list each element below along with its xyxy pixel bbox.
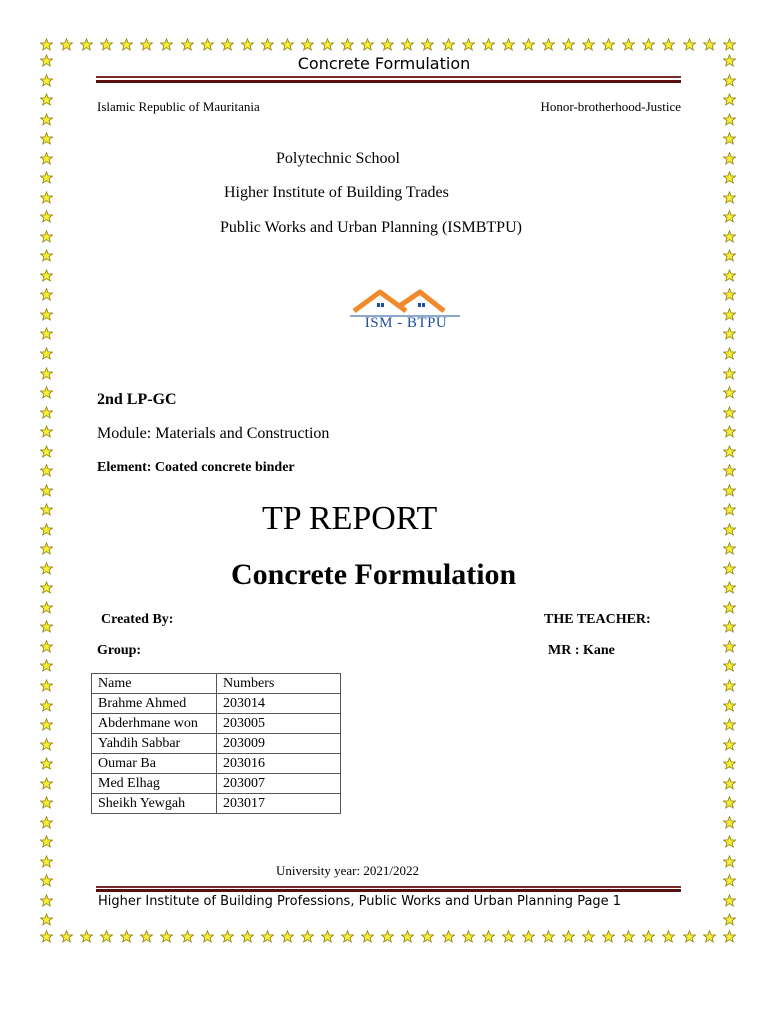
report-title: Concrete Formulation xyxy=(231,558,517,591)
created-by-label: Created By: xyxy=(101,612,174,627)
star-icon xyxy=(221,930,234,943)
star-icon xyxy=(341,930,354,943)
course-level: 2nd LP-GC xyxy=(97,391,177,408)
report-type: TP REPORT xyxy=(262,500,438,537)
star-icon xyxy=(60,930,73,943)
star-icon xyxy=(40,38,53,51)
star-icon xyxy=(683,38,696,51)
star-icon xyxy=(40,777,53,790)
star-icon xyxy=(723,640,736,653)
star-icon xyxy=(40,249,53,262)
star-icon xyxy=(40,367,53,380)
star-icon xyxy=(40,581,53,594)
star-icon xyxy=(321,38,334,51)
table-header-name: Name xyxy=(92,674,217,694)
star-icon xyxy=(100,930,113,943)
star-icon xyxy=(40,659,53,672)
star-border-left xyxy=(40,54,53,927)
star-icon xyxy=(241,930,254,943)
table-row xyxy=(92,694,341,714)
star-icon xyxy=(40,562,53,575)
member-name: Med Elhag xyxy=(92,774,217,794)
star-icon xyxy=(482,930,495,943)
member-number: 203014 xyxy=(217,694,341,714)
star-icon xyxy=(80,38,93,51)
star-icon xyxy=(723,327,736,340)
star-icon xyxy=(40,523,53,536)
star-icon xyxy=(723,757,736,770)
star-icon xyxy=(321,930,334,943)
table-header-numbers: Numbers xyxy=(217,674,341,694)
star-icon xyxy=(522,930,535,943)
star-icon xyxy=(723,699,736,712)
star-icon xyxy=(723,406,736,419)
star-icon xyxy=(120,930,133,943)
member-number: 203016 xyxy=(217,754,341,774)
star-icon xyxy=(622,930,635,943)
star-icon xyxy=(482,38,495,51)
star-icon xyxy=(723,562,736,575)
course-element: Element: Coated concrete binder xyxy=(97,460,295,475)
teacher-label: THE TEACHER: xyxy=(544,612,651,627)
star-icon xyxy=(341,38,354,51)
logo-text: ISM - BTPU xyxy=(364,315,448,331)
star-icon xyxy=(642,930,655,943)
star-icon xyxy=(60,38,73,51)
star-icon xyxy=(582,930,595,943)
star-icon xyxy=(261,930,274,943)
star-icon xyxy=(381,38,394,51)
star-icon xyxy=(723,347,736,360)
star-icon xyxy=(40,327,53,340)
country-name: Islamic Republic of Mauritania xyxy=(97,99,260,114)
star-icon xyxy=(40,484,53,497)
star-icon xyxy=(261,38,274,51)
member-number: 203009 xyxy=(217,734,341,754)
star-icon xyxy=(40,445,53,458)
star-icon xyxy=(40,210,53,223)
star-icon xyxy=(40,93,53,106)
star-icon xyxy=(160,930,173,943)
star-icon xyxy=(401,930,414,943)
star-icon xyxy=(462,38,475,51)
star-icon xyxy=(40,874,53,887)
star-icon xyxy=(723,113,736,126)
star-icon xyxy=(723,288,736,301)
star-icon xyxy=(40,796,53,809)
star-icon xyxy=(642,38,655,51)
star-icon xyxy=(40,738,53,751)
star-icon xyxy=(80,930,93,943)
star-icon xyxy=(462,930,475,943)
star-icon xyxy=(40,386,53,399)
star-icon xyxy=(522,38,535,51)
star-icon xyxy=(602,930,615,943)
star-icon xyxy=(723,386,736,399)
star-border-top xyxy=(40,38,736,51)
star-icon xyxy=(120,38,133,51)
star-icon xyxy=(301,38,314,51)
star-icon xyxy=(160,38,173,51)
star-icon xyxy=(40,620,53,633)
star-icon xyxy=(361,38,374,51)
table-header-row xyxy=(92,674,341,694)
member-name: Yahdih Sabbar xyxy=(92,734,217,754)
star-icon xyxy=(442,930,455,943)
star-icon xyxy=(723,445,736,458)
star-icon xyxy=(622,38,635,51)
star-icon xyxy=(562,38,575,51)
star-icon xyxy=(40,406,53,419)
star-icon xyxy=(40,855,53,868)
header-rule-thick xyxy=(96,80,681,83)
star-icon xyxy=(723,777,736,790)
star-border-right xyxy=(723,54,736,927)
member-name: Oumar Ba xyxy=(92,754,217,774)
star-icon xyxy=(201,38,214,51)
star-icon xyxy=(40,757,53,770)
table-row xyxy=(92,794,341,814)
star-icon xyxy=(241,38,254,51)
star-icon xyxy=(40,894,53,907)
star-icon xyxy=(542,930,555,943)
motto: Honor-brotherhood-Justice xyxy=(540,99,681,114)
member-number: 203007 xyxy=(217,774,341,794)
member-number: 203017 xyxy=(217,794,341,814)
star-icon xyxy=(40,230,53,243)
star-icon xyxy=(723,484,736,497)
star-icon xyxy=(40,816,53,829)
table-row xyxy=(92,774,341,794)
star-icon xyxy=(281,38,294,51)
star-icon xyxy=(40,191,53,204)
footer-text: Higher Institute of Building Professions, Public Works and Urban Planning Page 1 xyxy=(98,894,622,909)
star-icon xyxy=(723,249,736,262)
footer-rule-thin xyxy=(96,886,681,888)
star-icon xyxy=(281,930,294,943)
star-icon xyxy=(723,152,736,165)
star-icon xyxy=(723,659,736,672)
institute-department: Public Works and Urban Planning (ISMBTPU) xyxy=(220,219,522,236)
star-icon xyxy=(723,132,736,145)
star-icon xyxy=(703,930,716,943)
star-icon xyxy=(40,913,53,926)
star-icon xyxy=(40,835,53,848)
star-icon xyxy=(40,308,53,321)
star-icon xyxy=(40,718,53,731)
star-icon xyxy=(723,894,736,907)
star-icon xyxy=(723,523,736,536)
star-icon xyxy=(703,38,716,51)
star-icon xyxy=(40,288,53,301)
star-icon xyxy=(723,855,736,868)
star-icon xyxy=(40,74,53,87)
member-name: Brahme Ahmed xyxy=(92,694,217,714)
star-icon xyxy=(662,930,675,943)
star-icon xyxy=(40,679,53,692)
star-icon xyxy=(100,38,113,51)
table-row xyxy=(92,754,341,774)
star-icon xyxy=(140,930,153,943)
star-icon xyxy=(602,38,615,51)
star-icon xyxy=(723,74,736,87)
star-icon xyxy=(40,930,53,943)
school-name: Polytechnic School xyxy=(276,150,400,167)
star-icon xyxy=(442,38,455,51)
star-icon xyxy=(723,796,736,809)
star-icon xyxy=(181,930,194,943)
star-icon xyxy=(723,503,736,516)
star-icon xyxy=(40,113,53,126)
star-icon xyxy=(221,38,234,51)
star-icon xyxy=(723,679,736,692)
header-rule-thin xyxy=(96,76,681,78)
star-icon xyxy=(723,874,736,887)
star-icon xyxy=(723,210,736,223)
star-icon xyxy=(421,930,434,943)
star-icon xyxy=(40,171,53,184)
star-icon xyxy=(421,38,434,51)
star-icon xyxy=(301,930,314,943)
star-icon xyxy=(723,835,736,848)
group-label: Group: xyxy=(97,643,142,658)
member-number: 203005 xyxy=(217,714,341,734)
star-icon xyxy=(723,718,736,731)
star-icon xyxy=(40,425,53,438)
star-icon xyxy=(723,230,736,243)
member-name: Sheikh Yewgah xyxy=(92,794,217,814)
star-icon xyxy=(723,191,736,204)
star-icon xyxy=(723,542,736,555)
star-icon xyxy=(40,347,53,360)
star-icon xyxy=(662,38,675,51)
star-icon xyxy=(723,367,736,380)
table-row xyxy=(92,734,341,754)
star-icon xyxy=(401,38,414,51)
course-module: Module: Materials and Construction xyxy=(97,425,330,442)
member-name: Abderhmane won xyxy=(92,714,217,734)
footer-rule-thick xyxy=(96,889,681,892)
star-icon xyxy=(201,930,214,943)
header-title: Concrete Formulation xyxy=(297,54,471,73)
star-icon xyxy=(40,269,53,282)
star-icon xyxy=(723,38,736,51)
star-icon xyxy=(542,38,555,51)
star-icon xyxy=(562,930,575,943)
star-icon xyxy=(723,308,736,321)
star-icon xyxy=(40,542,53,555)
star-icon xyxy=(723,601,736,614)
star-icon xyxy=(502,38,515,51)
star-icon xyxy=(40,152,53,165)
star-border-bottom xyxy=(40,930,736,943)
star-icon xyxy=(40,699,53,712)
star-icon xyxy=(582,38,595,51)
star-icon xyxy=(381,930,394,943)
star-icon xyxy=(723,816,736,829)
university-year: University year: 2021/2022 xyxy=(276,863,419,878)
members-table xyxy=(91,673,341,814)
star-icon xyxy=(40,132,53,145)
table-row xyxy=(92,714,341,734)
star-icon xyxy=(723,620,736,633)
institute-name: Higher Institute of Building Trades xyxy=(224,184,449,201)
star-icon xyxy=(40,640,53,653)
star-icon xyxy=(723,581,736,594)
star-icon xyxy=(723,171,736,184)
star-icon xyxy=(361,930,374,943)
institution-logo xyxy=(348,289,462,335)
star-icon xyxy=(723,930,736,943)
star-icon xyxy=(723,738,736,751)
star-icon xyxy=(40,503,53,516)
star-icon xyxy=(140,38,153,51)
star-icon xyxy=(683,930,696,943)
star-icon xyxy=(502,930,515,943)
star-icon xyxy=(181,38,194,51)
star-icon xyxy=(723,913,736,926)
star-icon xyxy=(723,425,736,438)
star-icon xyxy=(723,93,736,106)
teacher-name: MR : Kane xyxy=(548,643,615,658)
star-icon xyxy=(723,269,736,282)
star-icon xyxy=(723,464,736,477)
star-icon xyxy=(40,601,53,614)
star-icon xyxy=(40,464,53,477)
